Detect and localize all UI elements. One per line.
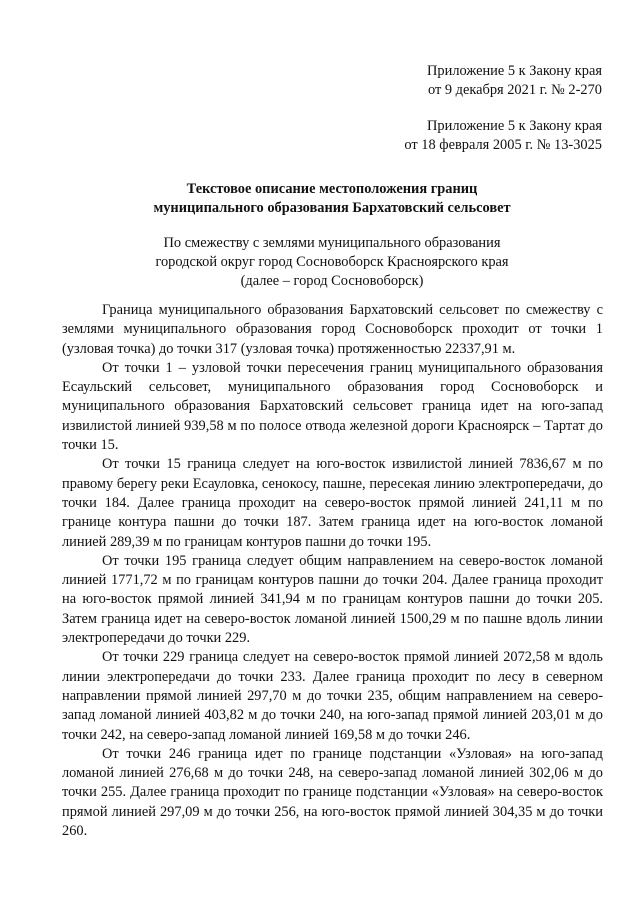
appendix-reference-original	[404, 117, 602, 155]
appendix-current-line2: от 9 декабря 2021 г. № 2-270	[427, 82, 602, 98]
paragraph: Граница муниципального образования Бархатовский сельсовет по смежеству с землями муниципального образования город Сосновоборск проходит от точки 1 (узловая точка) до точки 317 (узловая точка) протяженностью 22337,91 м.	[62, 302, 603, 357]
subtitle-line1: По смежеству с землями муниципального образования	[163, 235, 501, 251]
document-body	[62, 301, 603, 841]
subtitle-line3: (далее – город Сосновоборск)	[240, 273, 424, 289]
subtitle-line2: городской округ город Сосновоборск Красноярского края	[155, 254, 509, 270]
paragraph: От точки 195 граница следует общим направлением на северо-восток ломаной линией 1771,72 м по границам контуров пашни до точки 204. Далее граница проходит на юго-восток прямой линией 341,94 м по границам контуров пашни до точки 205. Затем граница идет на северо-восток ломаной линией 1500,29 м по пашне вдоль линии электропередачи до точки 229.	[62, 552, 603, 647]
appendix-current-line1: Приложение 5 к Закону края	[427, 63, 602, 79]
title-line1: Текстовое описание местоположения границ	[186, 181, 478, 197]
section-subtitle	[62, 234, 602, 291]
paragraph: От точки 246 граница идет по границе подстанции «Узловая» на юго-запад ломаной линией 276,68 м до точки 248, на северо-запад ломаной линией 302,06 м до точки 255. Далее граница проходит по границе подстанции «Узловая» на северо-восток прямой линией 297,09 м до точки 256, на юго-восток прямой линией 304,35 м до точки 260.	[62, 745, 603, 840]
document-title	[62, 180, 602, 218]
paragraph: От точки 15 граница следует на юго-восток извилистой линией 7836,67 м по правому берегу реки Есауловка, сенокосу, пашне, пересекая линию электропередачи, до точки 184. Далее граница проходит на северо-восток прямой линией 241,11 м по границе контура пашни до точки 187. Затем граница идет на юго-восток ломаной линией 289,39 м по границам контуров пашни до точки 195.	[62, 456, 603, 550]
appendix-original-line1: Приложение 5 к Закону края	[427, 118, 602, 134]
appendix-reference-current	[427, 62, 602, 100]
appendix-original-line2: от 18 февраля 2005 г. № 13-3025	[404, 137, 602, 153]
paragraph: От точки 1 – узловой точки пересечения границ муниципального образования Есаульский сельсовет, муниципального образования город Сосновоборск и муниципального образования Бархатовский сельсовет граница идет на юго-запад извилистой линией 939,58 м по полосе отвода железной дороги Красноярск – Тартат до точки 15.	[62, 359, 603, 454]
title-line2: муниципального образования Бархатовский сельсовет	[153, 200, 511, 216]
paragraph: От точки 229 граница следует на северо-восток прямой линией 2072,58 м вдоль линии электропередачи до точки 233. Далее граница проходит по лесу в северном направлении прямой линией 297,70 м до точки 235, общим направлением на северо-запад ломаной линией 403,82 м до точки 240, на юго-запад прямой линией 203,01 м до точки 242, на северо-запад ломаной линией 169,58 м до точки 246.	[62, 649, 603, 743]
